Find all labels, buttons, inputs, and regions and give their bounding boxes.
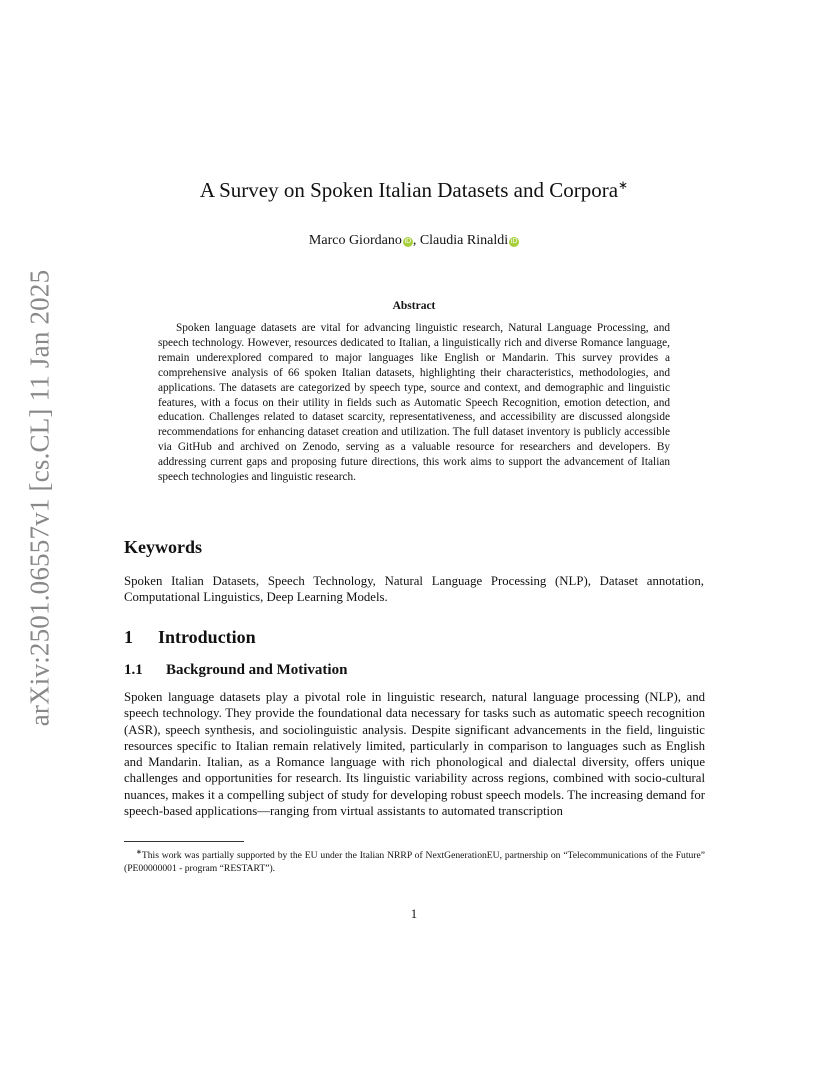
author-list bbox=[0, 233, 828, 249]
orcid-icon[interactable]: iD bbox=[404, 238, 412, 245]
paper-title bbox=[0, 178, 828, 203]
subsection-heading-background bbox=[124, 662, 347, 679]
footnote-divider bbox=[124, 841, 244, 842]
author-name: Marco Giordano bbox=[308, 233, 402, 248]
title-footnote-mark: ∗ bbox=[618, 178, 629, 192]
arxiv-identifier-text: arXiv:2501.06557v1 [cs.CL] 11 Jan 2025 bbox=[24, 269, 55, 726]
keywords-heading: Keywords bbox=[124, 537, 202, 557]
author-name: Claudia Rinaldi bbox=[419, 233, 509, 248]
footnote-mark: ∗ bbox=[136, 848, 142, 856]
footnote bbox=[124, 846, 705, 875]
abstract-text: Spoken language datasets are vital for advancing linguistic research, Natural Language Processing, and speech technology. However, resources dedicated to Italian, a linguistically rich and diverse Romance language, remain underexplored compared to major languages like English or Mandarin. This survey provides a comprehensive analysis of 66 spoken Italian datasets, highlighting their characteristics, methodologies, and applications. The datasets are categorized by speech type, source and context, and demographic and linguistic features, with a focus on their utility in fields such as Automatic Speech Recognition, emotion detection, and education. Challenges related to dataset scarcity, representativeness, and accessibility are discussed alongside recommendations for enhancing dataset creation and utilization. The full dataset inventory is publicly accessible via GitHub and archived on Zenodo, serving as a valuable resource for researchers and developers. By addressing current gaps and proposing future directions, this work aims to support the advancement of Italian speech technologies and linguistic research. bbox=[158, 322, 670, 484]
arxiv-identifier bbox=[20, 265, 60, 730]
section-number: 1 bbox=[124, 627, 133, 647]
footnote-text: This work was partially supported by the EU under the Italian NRRP of NextGenerationEU, partnership on “Telecommunications of the Future” (PE00000001 - program “RESTART”). bbox=[124, 850, 705, 874]
page-number: 1 bbox=[410, 907, 418, 921]
abstract-heading: Abstract bbox=[392, 300, 436, 312]
paper-title-text: A Survey on Spoken Italian Datasets and Corpora bbox=[199, 178, 619, 202]
author-separator: , bbox=[412, 233, 420, 248]
keywords-text: Spoken Italian Datasets, Speech Technology, Natural Language Processing (NLP), Dataset annotation, Computational Linguistics, Deep Learning Models. bbox=[124, 574, 704, 604]
section-title: Introduction bbox=[158, 627, 256, 647]
orcid-icon[interactable]: iD bbox=[510, 238, 518, 245]
subsection-title: Background and Motivation bbox=[166, 662, 348, 678]
body-paragraph: Spoken language datasets play a pivotal role in linguistic research, natural language processing (NLP), and speech technology. They provide the foundational data necessary for tasks such as automatic speech recognition (ASR), speech synthesis, and sociolinguistic analysis. Despite significant advancements in the field, linguistic resources specific to Italian remain relatively limited, particularly in comparison to languages such as English and Mandarin. Italian, as a Romance language with rich phonological and dialectal diversity, offers unique challenges and opportunities for research. Its linguistic variability across regions, combined with socio-cultural nuances, makes it a compelling subject of study for developing robust speech models. The increasing demand for speech-based applications—ranging from virtual assistants to automated transcription bbox=[124, 690, 705, 819]
section-heading-introduction bbox=[124, 627, 256, 648]
subsection-number: 1.1 bbox=[124, 662, 143, 678]
